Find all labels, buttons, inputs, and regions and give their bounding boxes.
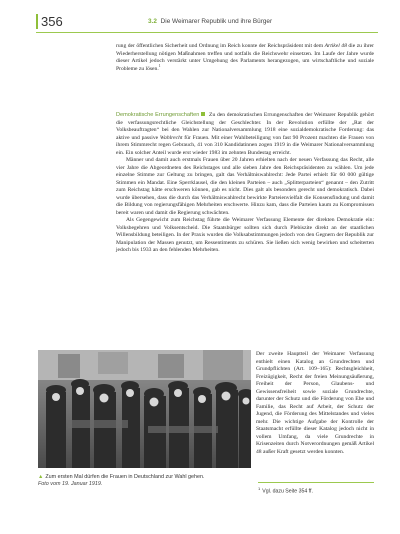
main-paragraph-2: Männer und damit auch erstmals Frauen über 20 Jahren erhielten nach der neuen Verfassung das Recht, alle vier Jahre die Abgeordneten des Reichstages und alle sieben Jahre den Reichspräsidenten zu wählen. Um jede einzelne Stimme zur Geltung zu bringen, galt das Verhältniswahlrecht: Jede Partei erhielt für 60 000 gültige Stimmen ein Mandat. Eine Sperrklausel, die den kleinen Parteien – auch „Splitterparteien“ genannt – den Zutritt zum Reichstag hätte erschweren können, gab es nicht. Dies galt als besonders gerecht und demokratisch. Dabei wurde übersehen, dass die durch das Verhältniswahlrecht bewirkte Parteienvielfalt die Konsensfindung und damit die Bildung von regierungsfähigen Mehrheiten erschwerte. Hinzu kam, dass die Parteien kaum zu Kompromissen bereit waren und damit die Regierung schwächten.	[116, 157, 374, 216]
main-paragraph-3: Als Gegengewicht zum Reichstag führte die Weimarer Verfassung Elemente der direkten Demokratie ein: Volksbegehren und Volksentscheid. Die Staatsbürger sollten sich durch Plebiszite direkt an der staatlichen Willensbildung beteiligen. In der Praxis wurden die Volksabstimmungen jedoch von den Gegnern der Republik zur Manipulation der Massen genutzt, um Ressentiments zu schüren. Sie ließen sich wenig bewirken und scheiterten jedoch bis 1933 an den fehlenden Mehrheiten.	[116, 217, 374, 253]
caption-credit: Foto vom 19. Januar 1919.	[38, 481, 103, 487]
right-column-text	[256, 351, 374, 456]
intro-text-b: die zu ihrer Wiederherstellung nötigen Maßnahmen treffen und notfalls die Reichswehr einsetzen. Im Laufe der Jahre wurde dieser Artikel jedoch verstärkt unter Umgehung des Parlaments herangezogen, um wirtschaftliche und soziale Probleme zu lösen.	[116, 43, 375, 72]
photo-caption	[38, 474, 251, 488]
right-paragraph: Der zweite Hauptteil der Weimarer Verfassung enthielt einen Katalog an Grundrechten und Grundpflichten (Art. 109–165): Rechtsgleichheit, Freizügigkeit, Recht der freien Meinungsäußerung, Freiheit der Person, Glaubens- und Gewissensfreiheit sowie soziale Grundrechte, darunter der Schutz und die Förderung von Ehe und Familie, das Recht auf Arbeit, der Schutz der Jugend, die Förderung des Mittelstandes und vieles mehr. Die wichtige Aufgabe der Kontrolle der Staatsmacht erfüllte dieser Katalog jedoch nicht in vollem Umfang, da viele Grundrechte in Krisenzeiten durch Notverordnungen gemäß Artikel 48 außer Kraft gesetzt werden konnten.	[256, 351, 374, 455]
header-rule	[36, 32, 378, 33]
footnote	[258, 482, 374, 495]
main-p1-text-b: für Frauen. Mit einer Wahlbeteiligung von fast 90 Prozent machten die Frauen von ihrem Stimmrecht regen Gebrauch, 41 von 310 Kandidatinnen zogen 1919 in die Weimarer Nationalversammlung ein. Ein solcher Anteil wurde erst wieder 1983 im zehnten Bundestag erreicht.	[116, 134, 374, 156]
main-paragraph-1	[116, 112, 374, 157]
main-p1-text-a: Zu den demokratischen Errungenschaften der Weimarer Republik gehört die verfassungsrechtliche Gleichstellung der Geschlechter. In der Revolution erfüllte der „Rat der Volksbeauftragten“ bei den Wahlen zur Nationalversammlung 1918 eine sozialdemokratische Forderung: das aktive und passive	[116, 112, 374, 141]
caption-title: Zum ersten Mal dürfen die Frauen in Deutschland zur Wahl gehen.	[45, 474, 205, 480]
section-title: Die Weimarer Republik und ihre Bürger	[160, 18, 273, 25]
page-number: 356	[36, 14, 63, 29]
footnote-number: 1	[258, 486, 261, 491]
photo-women-voting	[38, 350, 251, 468]
intro-text	[116, 43, 374, 73]
section-number: 3.2	[148, 18, 157, 25]
keyword-heading: Demokratische Errungenschaften	[116, 112, 200, 118]
running-head	[148, 18, 272, 25]
footnote-text: Vgl. dazu Seite 354 ff.	[262, 488, 313, 495]
historical-photo	[38, 350, 251, 468]
caption-triangle-icon: ▲	[38, 474, 44, 480]
footnote-reference[interactable]: 1	[158, 63, 161, 68]
intro-emphasis: Artikel 48	[324, 43, 347, 49]
main-p1-emphasis: Wahlrecht	[159, 134, 183, 141]
intro-paragraph	[116, 43, 374, 73]
intro-text-a: rung der öffentlichen Sicherheit und Ordnung im Reich konnte der Reichspräsident mit dem	[116, 43, 325, 49]
main-text	[116, 112, 374, 255]
keyword-marker-icon	[201, 112, 205, 116]
